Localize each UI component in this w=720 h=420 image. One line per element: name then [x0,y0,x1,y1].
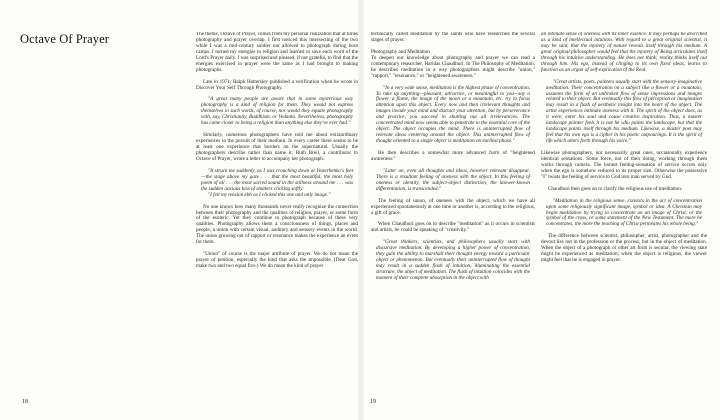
body-paragraph: technically called meditation by the saints who have researched the several stages of prayer. [371,32,535,43]
body-paragraph: The difference between scientist, philosopher, artist, photographer and the devout lies not in the profession or the process, but in the object of meditation. When the object of a photograph or other art form is secular, the viewing state might be experienced as meditation; when the object is religious, the viewer might feel that he is engaged in prayer. [541,233,707,264]
body-paragraph: Similarly, numerous photographers have told me about extraordinary experiences in the pursuit of their medium. In every career there seems to be at least one experience that borders on the supernatural. Usually the photographers describe rather than name it. Ruth Breil, a contributor to Octave of Prayer, wrote a letter to accompany her photograph. [196,132,358,162]
body-paragraph: "Union" of course is the major attribute of prayer. We do not mean the prayer of petition, especially the kind that asks the impossible. (Dear God, make two and two equal five.) We do mean the kind of prayer [196,251,358,270]
body-paragraph: The theme, Octave of Prayer, comes from my personal realization that at times photography and prayer overlap. I first noticed this intersecting of the two while I was a mid-century soldier not allowed to photograph during boot camps. I turned my energies to religion and learned to save each word of the Lord's Prayer daily. I was surprised and pleased, if not grateful, to find that the energies exercised in prayer were the same as I had brought to making photographs. [196,32,358,73]
block-quote: "In a very wide sense, meditation is the highest phase of concentration. To take up anything—pleasant, attractive, or meaningful to you—say a flower, a flame, the image of the moon or a mountain, etc. try to focus attention upon this object. Every now and then irrelevant thoughts and images invade your mind and distract your attention, but by perseverance and practice, you succeed in shutting out all irrelevancies. The concentrated mind now seems able to penetrate to the essential core of the object. The object occupies the mind. There is uninterrupted flow of relevant ideas centering around the object. This uninterrupted flow of thought oriented to a single object is meditation on earliest phase." [376,84,530,145]
body-paragraph: Likewise photographers, not necessarily great ones, occasionally experience identical sensations. Some force, not of their doing, working through them works through camera. The honest feeling-sensation of service occurs only when the ego is somehow reduced to its proper size. Otherwise the possessive "I" twists the feeling of service to God into man served by God. [541,150,707,180]
body-paragraph: To deepen our knowledge about photography and prayer we can read a contemporary researcher, Haridas Chaudhuri. In The Philosophy of Meditation, he describes meditation in a way photographers might describe "union," "rapport," "resonance," or "heightened awareness." [371,54,535,79]
block-quote: "Great thinkers, scientists, and philosophers usually start with discursive meditation. By developing a higher power of concentration, they gain the ability to marshall their thought energy toward a particular object or phenomenon. But eventually their uninterrupted flow of thought may result in a sudden flash of intuition, illuminating the essential structure, the object of meditation. The flash of intuition coincides with the moment of their complete absorption in the object with [376,239,530,281]
block-quote: "I felt my tension ebb as I clicked this one and only image." [208,191,331,198]
right-page-column-1 [371,32,535,394]
section-heading: Photography and Meditation [371,48,430,55]
body-paragraph: When Chaudhuri goes on to describe "meditation" as it occurs in scientists and artists, he could be speaking of "creativity." [371,221,535,234]
block-quote: an intimate sense of oneness with its inner essence. It may perhaps be described as a kind of intellectual intuition. With regard to a great original scientist, it may be said, that the mystery of nature reveals itself through his medium. A great original philosopher would feel that the mystery of Being articulates itself through his intuitive understanding. He does not think; reality thinks itself out through him. His ego, instead of clinging to its own fixed ideas, learns to function as an organ of self-explication of the Real. [541,32,707,73]
body-paragraph: The feeling of union, of oneness with the object, which we have all experienced spontaneously at one time or another is, according to the religious, a gift of grace. [371,197,535,216]
block-quote: "A great many people are aware that in some mysterious way photography is a kind of religion for them. They would not express themselves in such words, of course, nor would they equate photography with, say, Christianity, Buddhism, or Vedanta. Nevertheless, photography has come closer to being a religion than anything else they've ever had." [201,96,353,127]
page-title: Octave Of Prayer [20,32,110,46]
body-paragraph: He then describes a somewhat more advanced form of "heightened awareness:" [371,150,535,162]
block-quote: "Meditation in the religious sense, consists in the act of concentration upon some religiously significant image, symbol or idea. A Christian may begin meditation by trying to concentrate on an image of Christ, or the symbol of the cross, or some statement of the New Testament. The more he concentrates, the more the teaching of Christ permeates his whole being." [546,197,702,228]
block-quote: "Later on, even all thoughts and ideas, however relevant disappear. There is a resultant feeling of oneness with the object. In this feeling of oneness or identity, the subject-object distinction, the knower-known differentiation, is transcended." [376,167,530,192]
body-paragraph: Chaudhuri then goes on to clarify the religious use of meditation: [548,185,683,192]
book-gutter [358,0,364,420]
left-page-column-1 [196,32,358,394]
right-page-number: 19 [370,399,376,405]
body-paragraph: No one knows how many thousands never really recognize the connection between their photography and the qualities of religion, prayer, or some form of the esoteric. Yet they continue to photograph because of these very qualities. Photography allows them a consciousness of things, places and people, a union with certain visual, auditory and sensory events in the world. The union growing out of rapport or resonance makes the experience an event for them. [196,203,358,246]
right-page-column-2 [541,32,707,394]
block-quote: "Great artists, poets, painters usually start with the sensory-imaginative meditation. Their concentration on a subject like a flower or a mountain, assumes the form of an unbroken flow of sense impressions and images related to their object. But eventually this flow of perception or imagination may result in a flash of aesthetic insight into the heart of the object. The artist experiences intimate oneness with it. The spirit of the object does, as it were, enter his soul and cause creative inspiration. Thus, a master landscape painter feels it is not he who paints the landscape, but that the landscape paints itself through his medium. Likewise, a master poet may feel that his own ego is a cipher in his poetic outpourings. It is the spirit of life which utters forth through his voice." [546,78,702,145]
block-quote: "It struck me suddenly, as I was crouching down at Yesterbenko's feet—the stage above my gaze . . . that the most beautiful, the most holy poem of all . . . the most sacred sound in the stillness around me . . . was the sudden anxious hiss of shutters clicking softly. [201,167,353,192]
left-page-number: 18 [22,399,28,405]
body-paragraph: Late in 1971, Ralph Hattersley published a verification when he wrote in Discover Your Self Through Photography. [196,78,358,91]
